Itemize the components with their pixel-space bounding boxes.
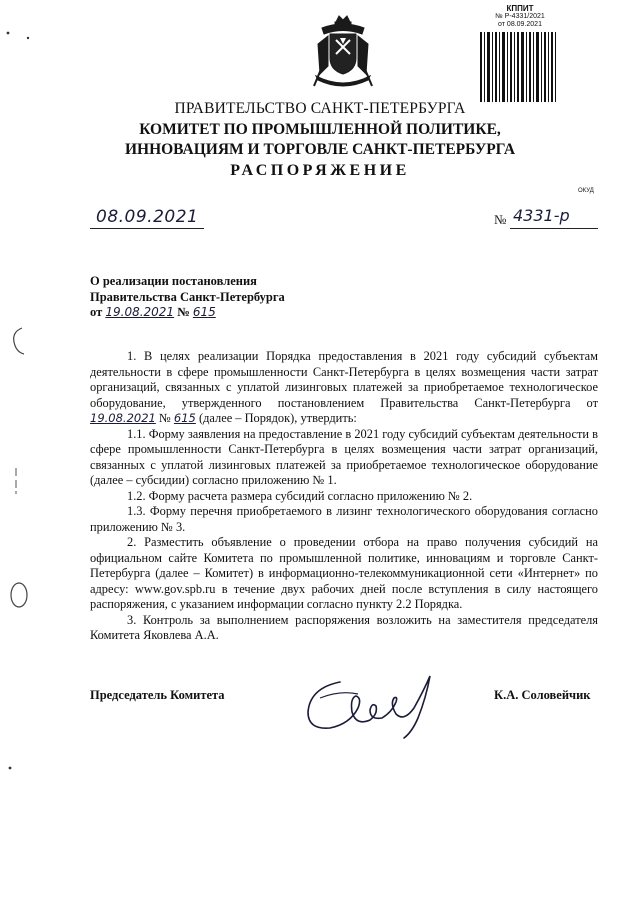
paragraph-1 [90,349,598,427]
paragraph-2: 2. Разместить объявление о проведении отбора на право получения субсидий на официальном сайте Комитета по промышленной политике, инновациям и торговле Санкт-Петербурга (далее – Комитет) в информационно-телекоммуникационной сети «Интернет» по адресу: www.gov.spb.ru в течение двух рабочих дней после вступления в силу настоящего распоряжения, с указанием информации согласно пункту 2.2 Порядка. [90,535,598,611]
document-number-label: № [494,212,507,227]
paragraph-1-tail: (далее – Порядок), утвердить: [198,411,357,425]
paragraph-1-1: 1.1. Форму заявления на предоставление в 2021 году субсидий субъектам деятельности в сфере промышленности Санкт-Петербурга в целях возмещения части затрат организаций, связанных с уплатой лизинговых платежей за приобретаемое технологическое оборудование (далее – субсидии) согласно приложению № 1. [90,426,598,487]
corner-speck [2,28,32,42]
government-title: ПРАВИТЕЛЬСТВО САНКТ-ПЕТЕРБУРГА [174,100,466,117]
paragraph-3: 3. Контроль за выполнением распоряжения возложить на заместителя председателя Комитета Яковлева А.А. [90,612,598,642]
subject-ref-num: 615 [192,305,216,319]
hole-punch-mark-top [10,326,26,356]
signatory-name: К.А. Соловейчик [494,688,591,702]
document-number: 4331-р [513,206,570,225]
okud-label: ОКУД [578,188,594,194]
document-type: РАСПОРЯЖЕНИЕ [230,162,410,179]
paragraph-1-ref-date: 19.08.2021 [90,411,156,425]
subject-line2: Правительства Санкт-Петербурга [90,289,285,304]
paragraph-1-text: 1. В целях реализации Порядка предоставления в 2021 году субсидий субъектам деятельности в сфере промышленности Санкт-Петербурга в целях возмещения части затрат организаций, связанных с уплатой лизинговых платежей за приобретаемое технологическое оборудование, утвержденного постановлением Правительства Санкт-Петербурга от [90,349,598,410]
paragraph-1-3: 1.3. Форму перечня приобретаемого в лизинг технологического оборудования согласно приложению № 3. [90,504,598,534]
number-underline [510,228,598,229]
document-date: 08.09.2021 [96,207,199,227]
subject-from-label: от [90,305,103,319]
margin-speck [6,764,14,772]
subject-line1: О реализации постановления [90,274,257,288]
margin-mark [12,468,20,494]
subject-block [90,274,285,321]
paragraph-1-num-label: № [158,411,171,425]
committee-title-line1: КОМИТЕТ ПО ПРОМЫШЛЕННОЙ ПОЛИТИКЕ, [139,121,501,138]
subject-ref-num-label: № [177,305,190,319]
document-body [90,349,598,644]
paragraph-1-ref-num: 615 [173,411,196,425]
date-underline [90,228,204,229]
subject-line3 [90,305,285,321]
stamp-date: от 08.09.2021 [498,20,542,28]
stamp-org: КППИТ [506,4,534,13]
subject-ref-date: 19.08.2021 [105,305,175,319]
signatory-position: Председатель Комитета [90,688,225,702]
committee-title-line2: ИННОВАЦИЯМ И ТОРГОВЛЕ САНКТ-ПЕТЕРБУРГА [124,141,516,158]
registration-stamp [482,5,558,28]
stamp-number: № Р-4331/2021 [495,13,545,21]
coat-of-arms-emblem [312,14,374,90]
barcode [478,32,558,102]
paragraph-1-2: 1.2. Форму расчета размера субсидий согласно приложению № 2. [127,488,473,503]
hole-punch-mark-bottom [8,580,30,610]
handwritten-signature [300,668,450,740]
